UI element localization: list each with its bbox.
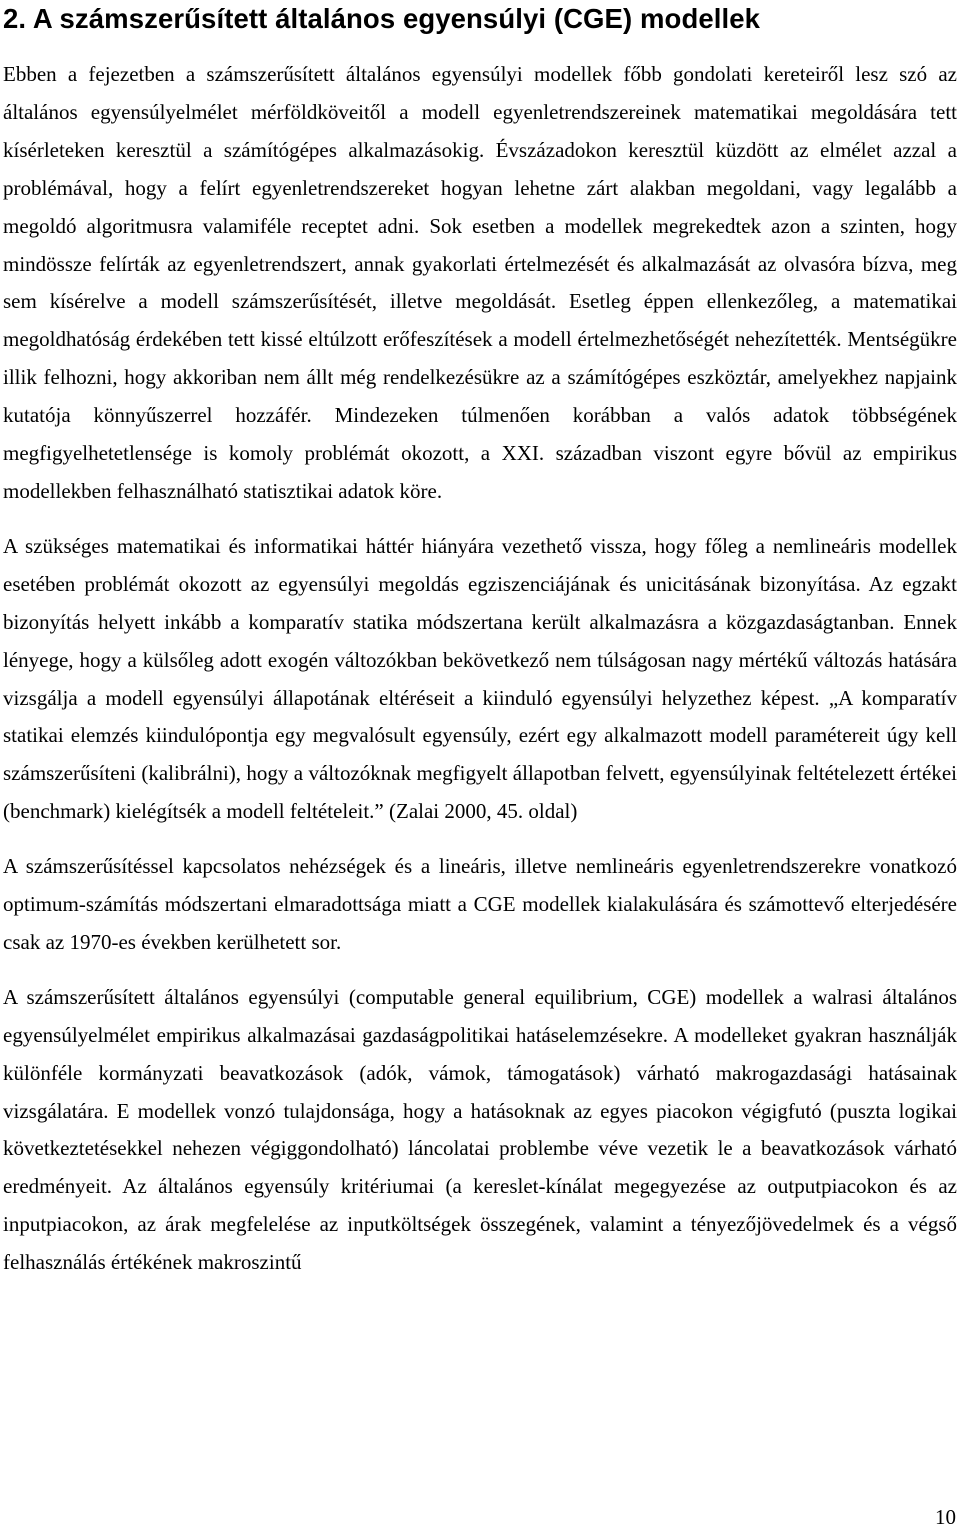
paragraph-difficulties: A számszerűsítéssel kapcsolatos nehézségek és a lineáris, illetve nemlineáris egyenletrendszerekre vonatkozó optimum-számítás módszertani elmaradottsága miatt a CGE modellek kialakulására és számottevő elterjedésére csak az 1970-es években kerülhetett sor.: [3, 854, 957, 954]
paragraph-intro: Ebben a fejezetben a számszerűsített általános egyensúlyi modellek főbb gondolati kereteiről lesz szó az általános egyensúlyelmélet mérföldköveitől a modell egyenletrendszereinek matematikai megoldására tett kísérleteken keresztül a számítógépes alkalmazásokig. Évszázadokon keresztül küzdött az elmélet azzal a problémával, hogy a felírt egyenletrendszereket hogyan lehetne zárt alakban megoldani, vagy legalább a megoldó algoritmusra valamiféle receptet adni. Sok esetben a modellek megrekedtek azon a szinten, hogy mindössze felírták az egyenletrendszert, annak gyakorlati értelmezését és alkalmazását az olvasóra bízva, meg sem kísérelve a modell számszerűsítését, illetve megoldását. Esetleg éppen ellenkezőleg, a matematikai megoldhatóság érdekében tett kissé eltúlzott erőfeszítések a modell értelmezhetőségét nehezítették. Mentségükre illik felhozni, hogy akkoriban nem állt még rendelkezésükre az a számítógépes eszköztár, amelyekhez napjaink kutatója könnyűszerrel hozzáfér. Mindezeken túlmenően korábban a valós adatok többségének megfigyelhetetlensége is komoly problémát okozott, a XXI. században viszont egyre bővül az empirikus modellekben felhasználható statisztikai adatok köre.: [3, 62, 957, 503]
paragraph-comparative-statics: A szükséges matematikai és informatikai háttér hiányára vezethető vissza, hogy főleg a nemlineáris modellek esetében problémát okozott az egyensúlyi megoldás egziszenciájának és unicitásának bizonyítása. Az egzakt bizonyítás helyett inkább a komparatív statika módszertana került alkalmazásra a közgazdaságtanban. Ennek lényege, hogy a külsőleg adott exogén változókban bekövetkező nem túlságosan nagy mértékű változás hatására vizsgálja a modell egyensúlyi állapotának eltéréseit a kiinduló egyensúlyi helyzethez képest. „A komparatív statikai elemzés kiindulópontja egy megvalósult egyensúly, ezért egy alkalmazott modell paramétereit úgy kell számszerűsíteni (kalibrálni), hogy a változóknak megfigyelt állapotban felvett, egyensúlyinak feltételezett értékei (benchmark) kielégítsék a modell feltételeit.” (Zalai 2000, 45. oldal): [3, 533, 957, 824]
paragraph-cge-definition: A számszerűsített általános egyensúlyi (computable general equilibrium, CGE) modellek a walrasi általános egyensúlyelmélet empirikus alkalmazásai gazdaságpolitikai hatáselemzésekre. A modelleket gyakran használják különféle kormányzati beavatkozások (adók, vámok, támogatások) várható makrogazdasági hatásainak vizsgálatára. E modellek vonzó tulajdonsága, hogy a hatásoknak az egyes piacokon végigfutó (puszta logikai következtetésekkel nehezen végiggondolható) láncolatai problembe véve vezetik le a beavatkozások várható eredményeit. Az általános egyensúly kritériumai (a kereslet-kínálat megegyezése az outputpiacokon és az inputpiacokon, az árak megfelelése az inputköltségek összegének, valamint a tényezőjövedelmek és a végső felhasználás értékének makroszintű: [3, 984, 957, 1275]
document-page: [3, 0, 957, 1282]
section-heading: 2. A számszerűsített általános egyensúlyi (CGE) modellek: [3, 3, 761, 34]
page-number: 10: [935, 1505, 956, 1529]
